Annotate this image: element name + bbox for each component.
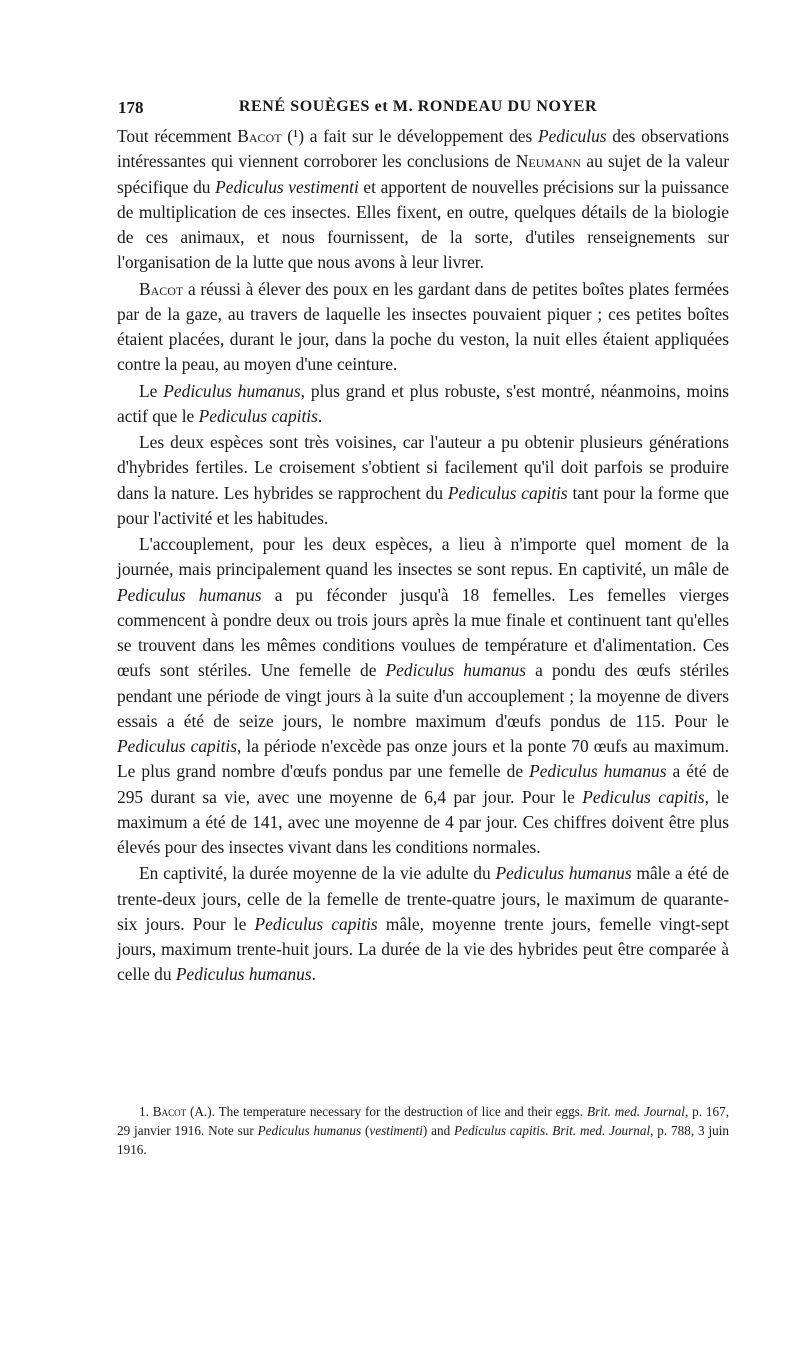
italic-text: Pediculus capitis: [582, 786, 705, 807]
italic-text: Brit. med. Journal: [587, 1104, 685, 1119]
paragraph: [117, 277, 729, 378]
page-header: [118, 98, 718, 120]
italic-text: Pediculus capitis: [198, 405, 318, 426]
paragraph: [117, 532, 729, 860]
italic-text: Pediculus capitis: [447, 482, 568, 503]
author-name: Bacot: [139, 278, 184, 299]
italic-text: Pediculus humanus: [257, 1123, 362, 1138]
page-number: 178: [118, 98, 144, 117]
text-run: L'accouplement, pour les deux espèces, a lieu à n'importe quel moment de la journée, mais principalement quand les insectes se sont repus. En captivité, un mâle de: [117, 534, 729, 580]
text-run: des observations intéressantes qui viennent corroborer les conclusions de: [117, 126, 729, 172]
text-run: , plus grand et plus robuste, s'est montré, néanmoins, moins actif que le: [117, 380, 729, 426]
italic-text: Pediculus capitis: [254, 913, 378, 934]
text-run: .: [545, 1123, 553, 1138]
text-run: tant pour la forme que pour l'activité et les habitudes.: [117, 482, 729, 528]
running-head: RENÉ SOUÈGES et M. RONDEAU DU NOYER: [238, 98, 598, 115]
paragraph: [117, 124, 729, 276]
paragraph: [117, 861, 729, 987]
author-name: Bacot: [237, 126, 282, 146]
text-run: et apportent de nouvelles précisions sur la puissance de multiplication de ces insectes. Elles fixent, en outre, quelques détails de la biologie de ces animaux, et nous fournissent, de la sorte, d'utiles renseignements sur l'organisation de la lutte que nous avons à leur livrer.: [117, 176, 729, 273]
text-run: , p. 167, 29 janvier 1916. Note sur: [117, 1104, 730, 1138]
italic-text: Pediculus capitis: [117, 736, 238, 756]
text-run: 1.: [139, 1104, 153, 1119]
text-run: , le maximum a été de 141, avec une moyenne de 4 par jour. Ces chiffres doivent être plus élevés pour des insectes vivant dans les conditions normales.: [117, 786, 729, 857]
text-run: .: [311, 964, 316, 985]
italic-text: Pediculus vestimenti: [215, 176, 359, 197]
text-run: a pu féconder jusqu'à 18 femelles. Les femelles vierges commencent à pondre deux ou trois jours après la mue finale et continuent tant qu'elles se trouvent dans les mêmes conditions voulues de température et d'alimentation. Ces œufs sont stériles. Une femelle de: [117, 584, 729, 681]
text-run: (A.). The temperature necessary for the destruction of lice and their eggs.: [186, 1104, 588, 1119]
text-run: mâle a été de trente-deux jours, celle de la femelle de trente-quatre jours, le maximum de quarante-six jours. Pour le: [117, 863, 729, 934]
text-run: Le: [139, 380, 164, 401]
italic-text: Pediculus humanus: [385, 660, 527, 681]
text-run: Tout récemment: [117, 126, 238, 146]
footnotes: [117, 1102, 729, 1159]
italic-text: Pediculus humanus: [175, 964, 312, 985]
italic-text: Pediculus humanus: [163, 380, 301, 401]
footnote: [117, 1102, 729, 1159]
paragraph: [117, 379, 729, 430]
italic-text: Pediculus humanus: [529, 761, 667, 782]
text-run: , la période n'excède pas onze jours et la ponte 70 œufs au maximum. Le plus grand nombre d'œufs pondus par une femelle de: [117, 736, 729, 782]
text-run: a réussi à élever des poux en les gardant dans de petites boîtes plates fermées par de la gaze, au travers de laquelle les insectes pouvaient piquer ; ces petites boîtes étaient placées, durant le jour, dans la poche du veston, la nuit elles étaient appliquées contre la peau, au moyen d'une ceinture.: [117, 278, 729, 375]
italic-text: Pediculus: [537, 126, 607, 146]
text-run: mâle, moyenne trente jours, femelle vingt-sept jours, maximum trente-huit jours. La durée de la vie des hybrides peut être comparée à celle du: [117, 913, 729, 985]
italic-text: Brit. med. Journal: [552, 1123, 651, 1138]
text-run: a pondu des œufs stériles pendant une période de vingt jours à la suite d'un accouplement ; la moyenne de divers essais a été de seize jours, le nombre maximum d'œufs pondus de 115. Pour le: [117, 660, 729, 731]
text-run: (: [361, 1123, 370, 1138]
text-run: Les deux espèces sont très voisines, car l'auteur a pu obtenir plusieurs générations d'hybrides fertiles. Le croisement s'obtient si facilement qu'il doit parfois se produire dans la nature. Les hybrides se rapprochent du: [117, 432, 729, 503]
body-text: [117, 124, 729, 989]
author-name: Neumann: [515, 151, 582, 172]
paragraph: [117, 430, 729, 531]
text-run: (¹) a fait sur le développement des: [281, 126, 538, 146]
italic-text: Pediculus humanus: [495, 863, 632, 884]
text-run: .: [317, 405, 323, 426]
author-name: Bacot: [152, 1104, 187, 1119]
text-run: a été de 295 durant sa vie, avec une moyenne de 6,4 par jour. Pour le: [117, 761, 730, 807]
text-run: au sujet de la valeur spécifique du: [117, 151, 729, 197]
italic-text: Pediculus capitis: [454, 1123, 546, 1138]
text-run: En captivité, la durée moyenne de la vie adulte du: [139, 863, 496, 884]
text-run: , p. 788, 3 juin 1916.: [117, 1123, 729, 1157]
italic-text: vestimenti: [369, 1123, 423, 1138]
text-run: ) and: [422, 1123, 455, 1138]
italic-text: Pediculus humanus: [117, 584, 262, 605]
